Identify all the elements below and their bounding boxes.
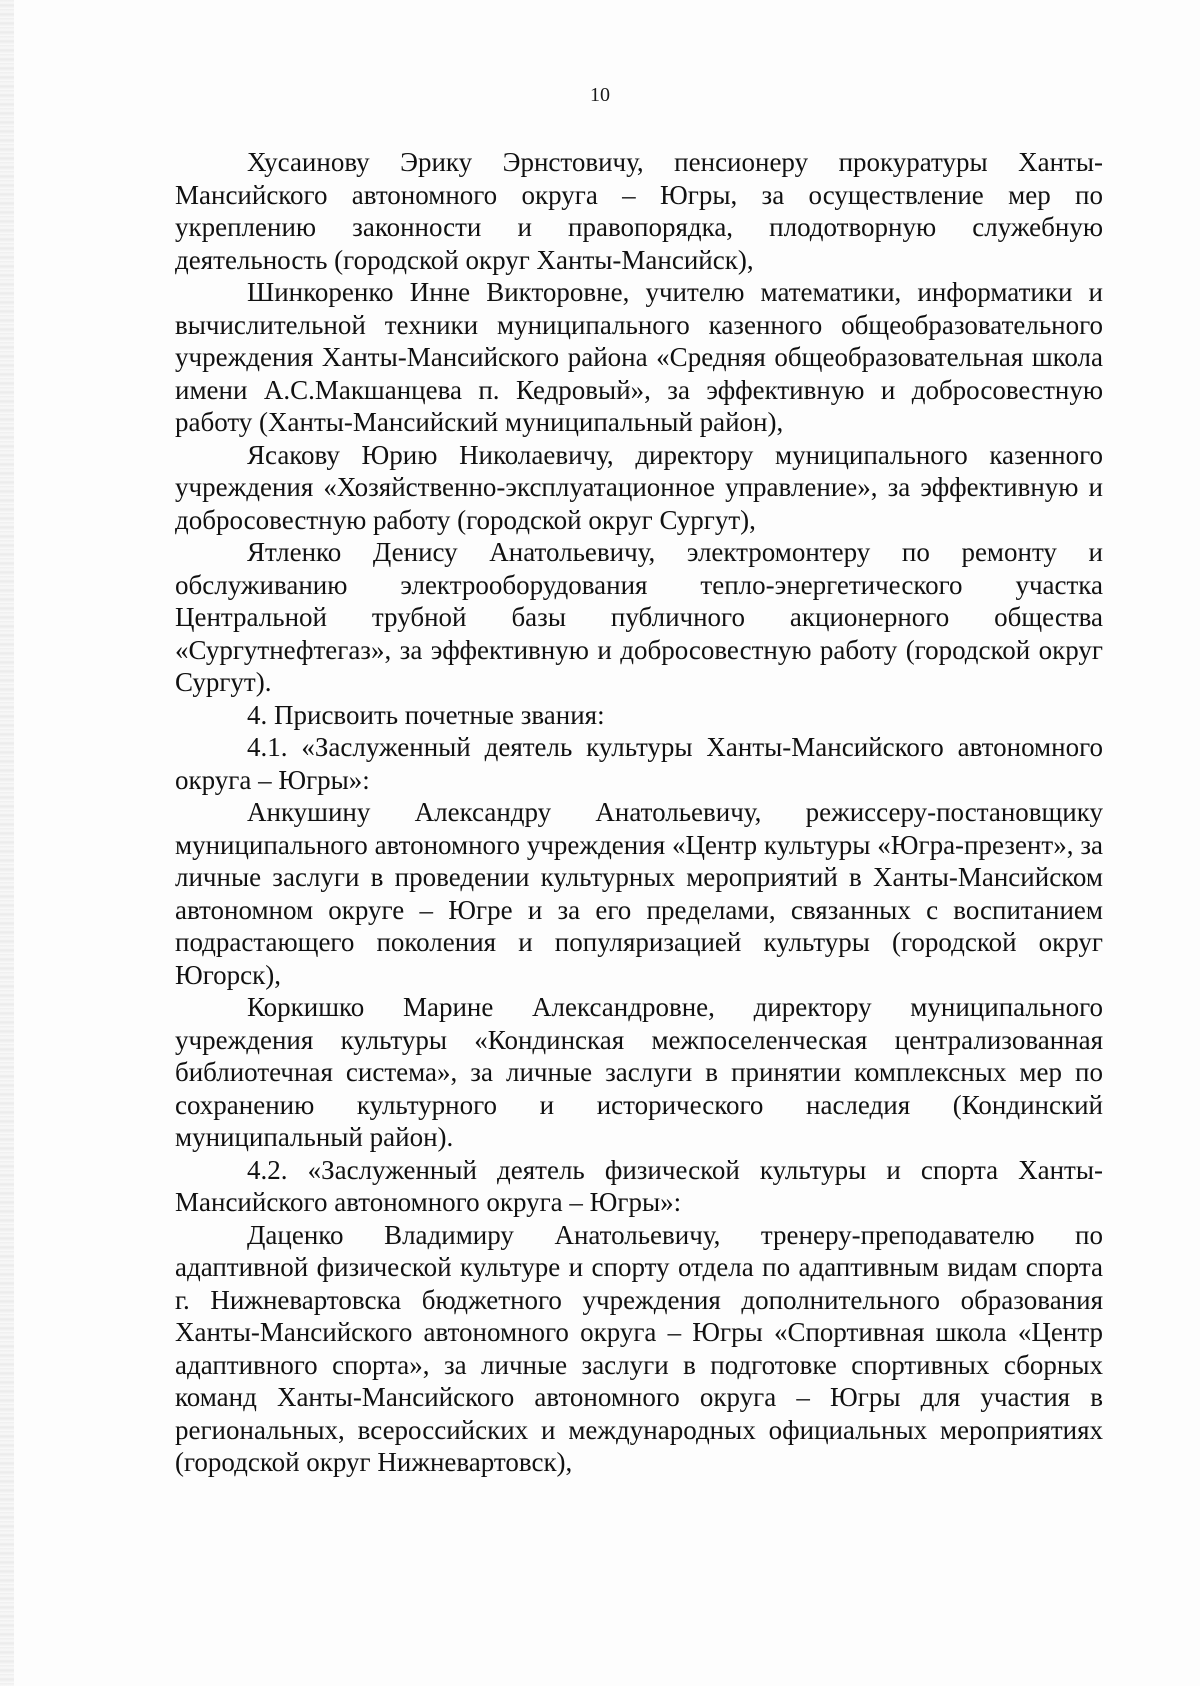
paragraph-shinkorenko: Шинкоренко Инне Викторовне, учителю математики, информатики и вычислительной техники муниципального казенного общеобразовательного учреждения Ханты-Мансийского района «Средняя общеобразовательная школа имени А.С.Макшанцева п. Кедровый», за эффективную и добросовестную работу (Ханты-Мансийский муниципальный район), bbox=[175, 277, 1103, 437]
paragraph-korkishko: Коркишко Марине Александровне, директору муниципального учреждения культуры «Кондинская межпоселенческая централизованная библиотечная система», за личные заслуги в принятии комплексных мер по сохранению культурного и исторического наследия (Кондинский муниципальный район). bbox=[175, 992, 1103, 1152]
paragraph-ankushin: Анкушину Александру Анатольевичу, режиссеру-постановщику муниципального автономного учреждения «Центр культуры «Югра-презент», за личные заслуги в проведении культурных мероприятий в Ханты-Мансийском автономном округе – Югре и за его пределами, связанных с воспитанием подрастающего поколения и популяризацией культуры (городской округ Югорск), bbox=[175, 797, 1103, 990]
paragraph-yatlenko: Ятленко Денису Анатольевичу, электромонтеру по ремонту и обслуживанию электрооборудования тепло-энергетического участка Центральной трубной базы публичного акционерного общества «Сургутнефтегаз», за эффективную и добросовестную работу (городской округ Сургут). bbox=[175, 537, 1103, 697]
scan-edge bbox=[0, 0, 14, 1686]
paragraph-khusainov: Хусаинову Эрику Эрнстовичу, пенсионеру прокуратуры Ханты-Мансийского автономного округа – Югры, за осуществление мер по укреплению законности и правопорядка, плодотворную служебную деятельность (городской округ Ханты-Мансийск), bbox=[175, 147, 1103, 275]
paragraph-datsenko: Даценко Владимиру Анатольевичу, тренеру-преподавателю по адаптивной физической культуре и спорту отдела по адаптивным видам спорта г. Нижневартовска бюджетного учреждения дополнительного образования Ханты-Мансийского автономного округа – Югры «Спортивная школа «Центр адаптивного спорта», за личные заслуги в подготовке спортивных сборных команд Ханты-Мансийского автономного округа – Югры для участия в региональных, всероссийских и международных официальных мероприятиях (городской округ Нижневартовск), bbox=[175, 1219, 1103, 1477]
paragraph-section-4: 4. Присвоить почетные звания: bbox=[247, 699, 605, 730]
page-number: 10 bbox=[590, 84, 610, 106]
paragraph-yasakov: Ясакову Юрию Николаевичу, директору муниципального казенного учреждения «Хозяйственно-эксплуатационное управление», за эффективную и добросовестную работу (городской округ Сургут), bbox=[175, 439, 1103, 535]
document-body bbox=[175, 146, 1103, 1479]
paragraph-section-4-2: 4.2. «Заслуженный деятель физической культуры и спорта Ханты-Мансийского автономного округа – Югры»: bbox=[175, 1154, 1103, 1217]
paragraph-section-4-1: 4.1. «Заслуженный деятель культуры Ханты-Мансийского автономного округа – Югры»: bbox=[175, 732, 1103, 795]
